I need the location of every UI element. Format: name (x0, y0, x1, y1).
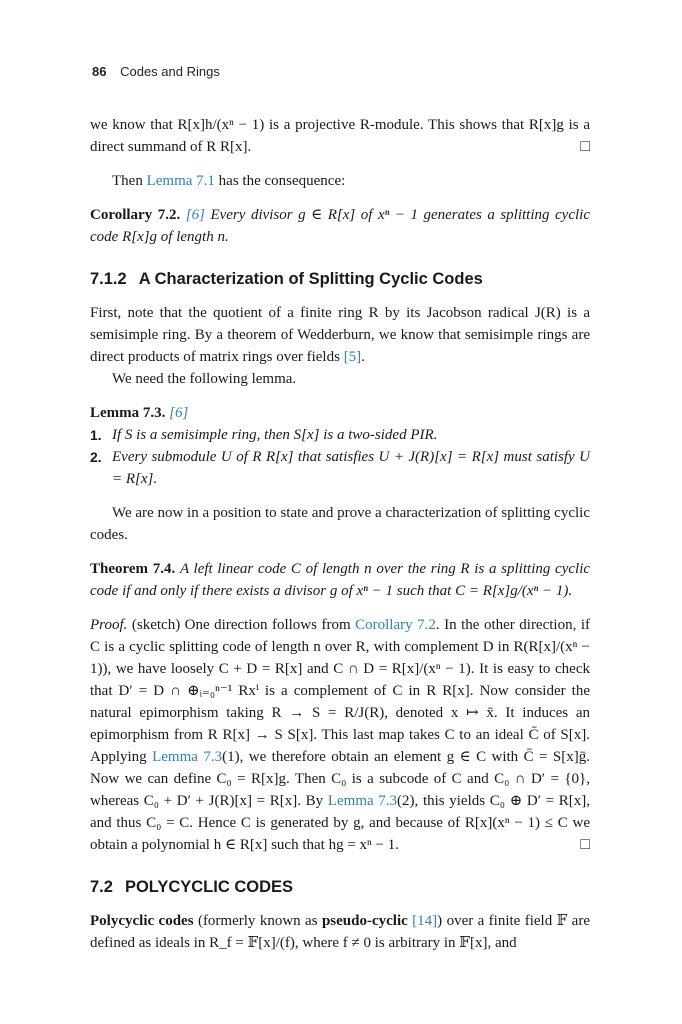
lemma-list (90, 424, 590, 490)
paragraph-need-lemma: We need the following lemma. (112, 371, 297, 387)
paragraph-projective: we know that R[x]h/(xⁿ − 1) is a projective R-module. This shows that R[x]g is a direct summand of R R[x]. □ (90, 114, 590, 158)
proof: Proof. (sketch) One direction follows from Corollary 7.2. In the other direction, if C is a cyclic splitting code of length n over R, with complement D in R(R[x]/(xⁿ − 1)), we have loosely C + D = R[x] and C ∩ D = R[x]/(xⁿ − 1). It is easy to check that D′ = D ∩ ⊕ᵢ₌₀ⁿ⁻¹ Rxⁱ is a complement of C in R R[x]. Now consider the natural epimorphism taking R → S = R/J(R), denoted x ↦ x̄. It induces an epimorphism from R R[x] → S S[x]. This last map takes C to an ideal C̄ of S[x]. Applying Lemma 7.3(1), we therefore obtain an element g ∈ C with C̄ = S[x]ḡ. Now we can define C₀ = R[x]g. Then C₀ is a subcode of C and C₀ ∩ D′ = {0}, whereas C₀ + D′ + J(R)[x] = R[x]. By Lemma 7.3(2), this yields C₀ ⊕ D′ = R[x], and thus C₀ = C. Hence C is generated by g, and because of R[x](xⁿ − 1) ≤ C we obtain a polynomial h ∈ R[x] such that hg = xⁿ − 1. □ (90, 614, 590, 856)
list-item: 2. Every submodule U of R R[x] that satisfies U + J(R)[x] = R[x] must satisfy U = R[x]. (90, 449, 590, 487)
paragraph-wedderburn: First, note that the quotient of a finite ring R by its Jacobson radical J(R) is a semisimple ring. By a theorem of Wedderburn, we know that semisimple rings are direct products of matrix rings over fields [5]. (90, 305, 590, 365)
section-heading: 7.2 POLYCYCLIC CODES (90, 878, 294, 896)
corollary-ref-link[interactable]: [6] (185, 207, 205, 223)
subsection-heading: 7.1.2 A Characterization of Splitting Cyclic Codes (90, 270, 483, 288)
lemma-label: Lemma 7.3. (90, 405, 166, 421)
qed-symbol: □ (580, 836, 590, 853)
lemma-7-3 (90, 402, 590, 424)
ref-5-link[interactable]: [5] (343, 349, 362, 365)
running-head (92, 64, 220, 79)
corollary-label: Corollary 7.2. (90, 207, 181, 223)
theorem-text: A left linear code C of length n over the ring R is a splitting cyclic code if and only if there exists a divisor g of xⁿ − 1 such that C = R[x]g/(xⁿ − 1). (90, 561, 591, 599)
lemma-7-1-link[interactable]: Lemma 7.1 (146, 173, 215, 189)
lemma-ref-link[interactable]: [6] (169, 405, 189, 421)
paragraph-position: We are now in a position to state and prove a characterization of splitting cyclic codes. (90, 505, 590, 543)
corollary-7-2-link[interactable]: Corollary 7.2 (355, 617, 436, 633)
corollary-text: Every divisor g ∈ R[x] of xⁿ − 1 generates a splitting cyclic code R[x]g of length n. (90, 207, 590, 245)
paragraph-polycyclic: Polycyclic codes (formerly known as pseudo-cyclic [14]) over a finite field 𝔽 are defined as ideals in R_f = 𝔽[x]/(f), where f ≠ 0 is arbitrary in 𝔽[x], and (90, 913, 590, 951)
ref-14-link[interactable]: [14] (407, 913, 438, 929)
body-text (90, 114, 590, 954)
running-title: Codes and Rings (120, 64, 220, 79)
qed-symbol: □ (580, 138, 590, 155)
proof-label: Proof. (90, 617, 128, 633)
paragraph-consequence: Then Lemma 7.1 has the consequence: (112, 173, 346, 189)
theorem-7-4 (90, 558, 590, 602)
page-number: 86 (92, 64, 107, 79)
lemma-7-3-link-2[interactable]: Lemma 7.3 (327, 793, 398, 809)
theorem-label: Theorem 7.4. (90, 561, 176, 577)
lemma-7-3-link[interactable]: Lemma 7.3 (152, 749, 223, 765)
list-item: 1. If S is a semisimple ring, then S[x] is a two-sided PIR. (90, 427, 438, 443)
corollary-7-2 (90, 204, 590, 248)
